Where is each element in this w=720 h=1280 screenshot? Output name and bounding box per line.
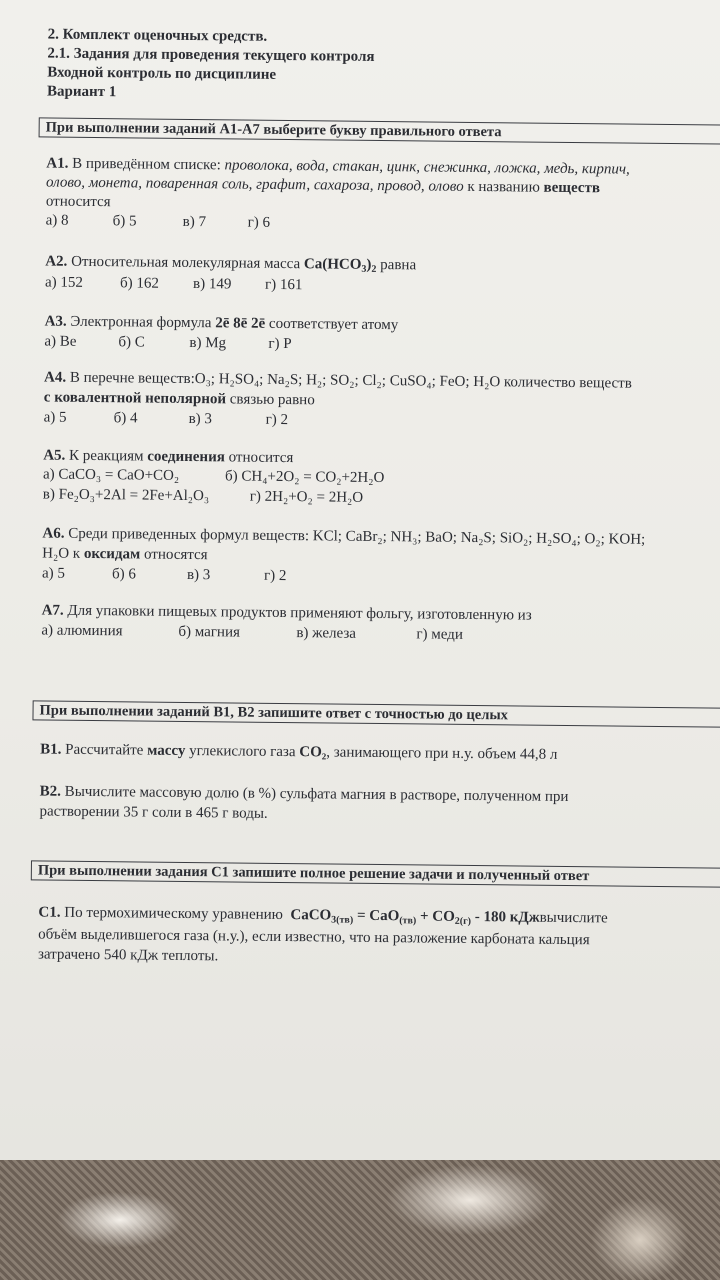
a2-option-a: а) 152 xyxy=(44,274,84,291)
b1-line xyxy=(40,741,557,763)
a6-option-c: в) 3 xyxy=(186,566,211,584)
a5-text-end: относится xyxy=(228,449,294,467)
a6-option-d: г) 2 xyxy=(263,567,287,585)
c1-eq-part-3: + CO xyxy=(416,908,455,925)
a6-line-2 xyxy=(42,545,208,564)
a1-list-part-2: олово, монета, поваренная соль, графит, сахароза, провод, олово xyxy=(46,174,464,195)
section-a-instruction: При выполнении заданий А1-А7 выберите букву правильного ответа xyxy=(39,117,720,145)
section-c-instruction: При выполнении задания С1 запишите полное решение задачи и полученный ответ xyxy=(31,860,720,888)
a3-number: А3. xyxy=(44,313,67,330)
b2-line-2: растворении 35 г соли в 465 г воды. xyxy=(39,803,268,822)
a4-option-b: б) 4 xyxy=(113,410,138,427)
b1-text-2: углекислого газа xyxy=(189,743,296,761)
a5-option-b: б) CH₄+2O₂ = CO₂+2H₂O xyxy=(224,468,385,487)
a2-formula xyxy=(304,256,377,273)
a2-formula-main: Ca(HCO xyxy=(303,256,362,273)
a1-option-d: г) 6 xyxy=(247,214,271,231)
a4-text: В перечне веществ:O₃; H₂SO₄; Na₂S; H₂; SO₂; Cl₂; CuSO₄; FeO; H₂O количество веществ xyxy=(69,369,632,392)
a6-text: Среди приведенных формул веществ: KCl; CaBr₂; NH₃; BaO; Na₂S; SiO₂; H₂SO₄; O₂; KOH; xyxy=(68,525,646,548)
a4-line-2 xyxy=(44,389,315,409)
a5-text: К реакциям xyxy=(68,447,144,465)
a7-option-c: в) железа xyxy=(296,625,357,642)
a3-line xyxy=(45,313,399,334)
a5-line xyxy=(43,447,293,467)
a1-number: А1. xyxy=(46,155,69,172)
a2-formula-sub: 3 xyxy=(361,263,367,275)
b1-text-end: , занимающего при н.у. объем 44,8 л xyxy=(326,744,558,763)
a1-option-a: а) 8 xyxy=(45,212,69,229)
a5-option-a: а) CaCO₃ = CaO+CO₂ xyxy=(42,466,180,484)
a2-formula-end: ) xyxy=(366,256,372,273)
c1-eq-sub-1: 3(тв) xyxy=(331,914,354,926)
c1-text-end: вычислите xyxy=(539,909,608,927)
b1-text: Рассчитайте xyxy=(65,741,144,759)
b2-number: В2. xyxy=(39,783,62,800)
tablecloth-background xyxy=(0,1160,720,1280)
a5-option-d: г) 2H₂+O₂ = 2H₂O xyxy=(249,488,364,506)
a6-line-1 xyxy=(42,525,645,548)
a4-text-end: связью равно xyxy=(229,391,315,409)
a1-option-c: в) 7 xyxy=(182,213,207,231)
a3-option-a: а) Be xyxy=(44,333,77,350)
c1-equation xyxy=(290,907,539,926)
a6-text-2: H₂O к xyxy=(42,545,81,562)
c1-eq-part-1: CaCO xyxy=(290,907,332,924)
a2-text: Относительная молекулярная масса xyxy=(71,253,301,273)
header-line-2: 2.1. Задания для проведения текущего контроля xyxy=(47,45,375,65)
a2-line xyxy=(45,253,416,274)
c1-eq-part-4: - 180 кДж xyxy=(470,908,540,926)
a3-option-b: б) C xyxy=(118,334,145,351)
a1-text-2: к названию xyxy=(467,178,540,196)
b2-line-1 xyxy=(40,783,569,806)
a4-line-1 xyxy=(44,369,632,392)
a3-text-end: соответствует атому xyxy=(268,315,399,334)
a1-line-2 xyxy=(46,174,600,197)
a5-option-c: в) Fe₂O₃+2Al = 2Fe+Al₂O₃ xyxy=(42,486,210,505)
c1-line-1 xyxy=(38,904,607,927)
a7-number: А7. xyxy=(41,602,64,619)
a4-option-a: а) 5 xyxy=(43,409,67,426)
a2-option-d: г) 161 xyxy=(264,276,303,294)
a5-bold: соединения xyxy=(147,448,225,466)
a4-number: А4. xyxy=(43,369,67,386)
section-b-instruction: При выполнении заданий В1, В2 запишите ответ с точностью до целых xyxy=(32,700,720,728)
a2-number: А2. xyxy=(45,253,68,270)
a3-text: Электронная формула xyxy=(70,313,212,332)
a3-formula: 2ē 8ē 2ē xyxy=(215,315,266,332)
a1-text: В приведённом списке: xyxy=(72,155,221,174)
a7-option-a: а) алюминия xyxy=(41,622,123,640)
c1-eq-part-2: = CaO xyxy=(353,907,400,925)
a7-line xyxy=(42,602,532,624)
a7-option-b: б) магния xyxy=(178,623,241,641)
c1-line-2: объём выделившегося газа (н.у.), если известно, что на разложение карбоната кальция xyxy=(38,926,590,949)
c1-eq-sub-3: 2(г) xyxy=(454,915,472,927)
a1-text-3: относится xyxy=(45,193,111,211)
a1-bold-word: веществ xyxy=(543,179,601,197)
a6-bold: оксидам xyxy=(83,545,141,563)
a2-formula-sub-2: 2 xyxy=(371,263,377,275)
c1-line-3: затрачено 540 кДж теплоты. xyxy=(37,946,219,965)
header-line-1: 2. Комплект оценочных средств. xyxy=(47,26,268,45)
a6-option-a: а) 5 xyxy=(41,565,65,582)
a5-number: А5. xyxy=(43,447,66,464)
c1-text: По термохимическому уравнению xyxy=(64,904,284,924)
header-line-3: Входной контроль по дисциплине xyxy=(47,64,277,83)
a3-option-d: г) P xyxy=(268,335,292,353)
b1-number: В1. xyxy=(40,741,62,758)
a3-option-c: в) Mg xyxy=(189,335,227,352)
c1-number: С1. xyxy=(38,904,61,921)
a6-option-b: б) 6 xyxy=(111,566,136,583)
a7-text: Для упаковки пищевых продуктов применяют фольгу, изготовленную из xyxy=(67,602,532,624)
b1-formula: CO₂ xyxy=(299,744,327,761)
a1-list-part-1: проволока, вода, стакан, цинк, снежинка, ложка, медь, кирпич, xyxy=(224,157,630,178)
b1-bold: массу xyxy=(147,742,186,759)
a7-option-d: г) меди xyxy=(416,626,463,643)
a2-option-b: б) 162 xyxy=(119,275,160,292)
a2-option-c: в) 149 xyxy=(192,276,232,293)
a6-text-end: относятся xyxy=(143,546,208,564)
a2-text-end: равна xyxy=(380,256,417,274)
a4-bold: с ковалентной неполярной xyxy=(43,389,227,408)
a6-number: А6. xyxy=(42,525,65,542)
header-line-4: Вариант 1 xyxy=(46,83,117,101)
c1-eq-sub-2: (тв) xyxy=(399,915,417,927)
a4-option-d: г) 2 xyxy=(265,411,289,429)
b2-text-1: Вычислите массовую долю (в %) сульфата магния в растворе, полученном при xyxy=(64,783,569,805)
a4-option-c: в) 3 xyxy=(188,410,213,428)
a1-option-b: б) 5 xyxy=(112,213,137,230)
